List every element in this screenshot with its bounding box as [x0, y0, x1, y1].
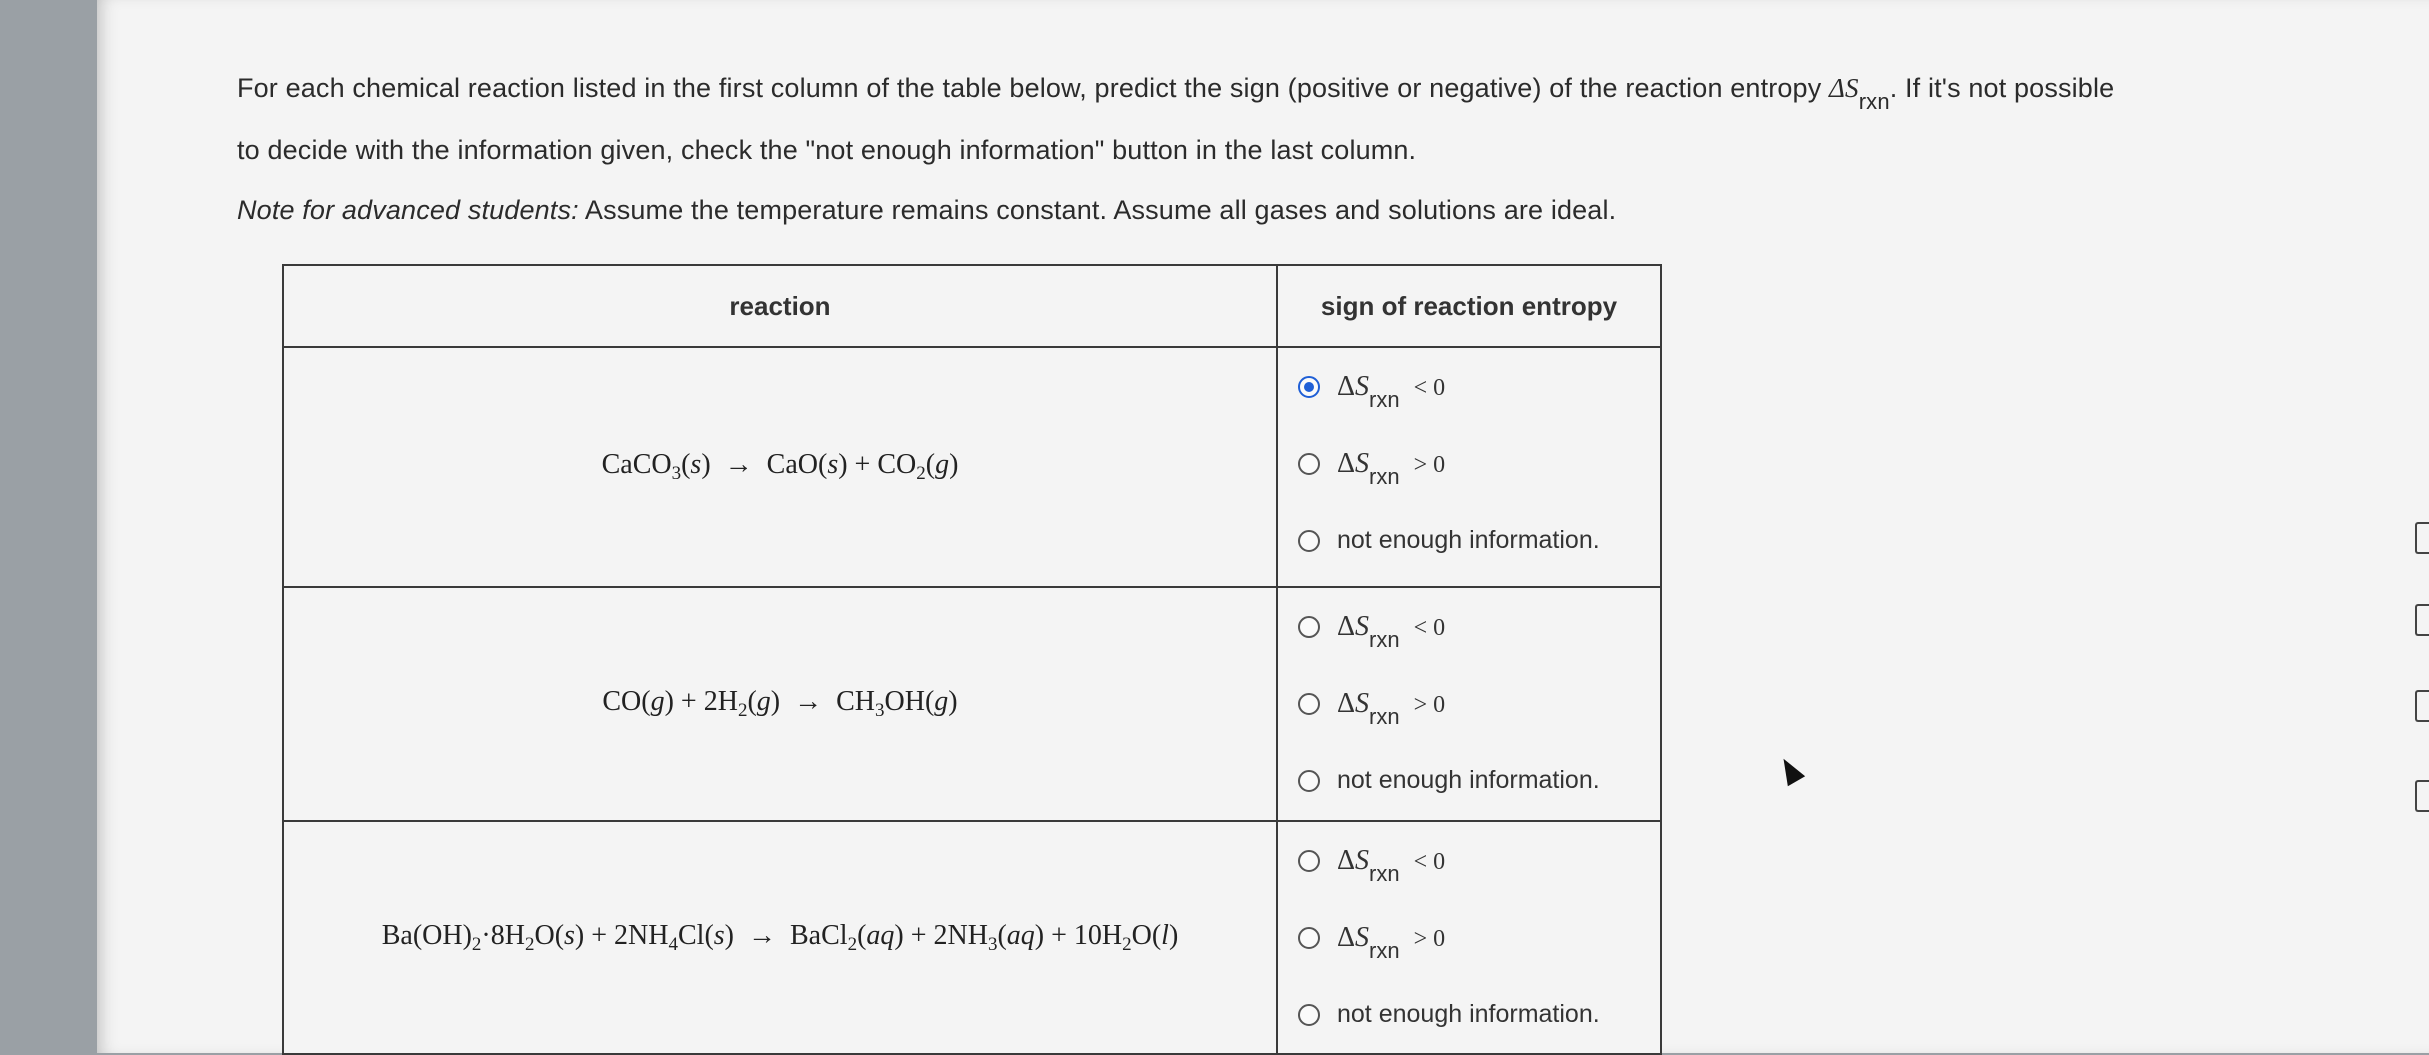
note-label: Note for advanced students: — [237, 195, 579, 225]
radio-gt-row-1[interactable] — [1298, 453, 1320, 475]
table-row — [283, 587, 1661, 821]
radio-lt-row-1[interactable] — [1298, 376, 1320, 398]
side-tool-icon[interactable] — [2415, 780, 2429, 812]
side-tool-icon[interactable] — [2415, 522, 2429, 554]
option-not-enough-row-2[interactable]: not enough information. — [1298, 742, 1660, 819]
options-row-3 — [1277, 821, 1661, 1054]
reaction-caco3: CaCO$_3$(s) → $CaO(s) + CO_2(g)$ — [283, 347, 1277, 587]
header-reaction: reaction — [283, 265, 1277, 347]
page-surface — [97, 0, 2429, 1053]
options-row-1 — [1277, 347, 1661, 587]
instructions — [237, 58, 2429, 240]
side-tool-icon[interactable] — [2415, 604, 2429, 636]
side-tool-icon[interactable] — [2415, 690, 2429, 722]
option-gt-row-3[interactable]: $\Delta S_{rxn} > 0$ — [1298, 899, 1660, 976]
table-row — [283, 347, 1661, 587]
instruction-line-2: to decide with the information given, check the "not enough information" button in the last column. — [237, 135, 1417, 165]
instruction-line-1: For each chemical reaction listed in the first column of the table below, predict the sign (positive or negative) of the reaction entropy $\Delta S_{rxn}$. If it's not possible — [237, 73, 2115, 114]
radio-not-enough-row-2[interactable] — [1298, 770, 1320, 792]
radio-gt-row-3[interactable] — [1298, 927, 1320, 949]
option-not-enough-row-1[interactable]: not enough information. — [1298, 502, 1660, 579]
options-row-2 — [1277, 587, 1661, 821]
option-gt-row-1[interactable]: $\Delta S_{rxn} > 0$ — [1298, 425, 1660, 502]
delta-s-symbol: $\Delta S_{rxn}$ — [1829, 73, 1890, 114]
option-lt-row-3[interactable]: $\Delta S_{rxn} < 0$ — [1298, 822, 1660, 899]
option-gt-row-2[interactable]: $\Delta S_{rxn} > 0$ — [1298, 665, 1660, 742]
table-row — [283, 821, 1661, 1054]
note-text: Assume the temperature remains constant. Assume all gases and solutions are ideal. — [578, 195, 1617, 225]
advanced-note — [237, 180, 2429, 240]
radio-not-enough-row-3[interactable] — [1298, 1004, 1320, 1026]
option-not-enough-row-3[interactable]: not enough information. — [1298, 976, 1660, 1053]
radio-lt-row-3[interactable] — [1298, 850, 1320, 872]
option-lt-row-2[interactable]: $\Delta S_{rxn} < 0$ — [1298, 588, 1660, 665]
mouse-cursor-icon — [1775, 754, 1805, 787]
header-sign: sign of reaction entropy — [1277, 265, 1661, 347]
reaction-co-h2: $CO(g) + 2H_2(g) \to CH_3OH(g)$ — [283, 587, 1277, 821]
reaction-baoh2: $Ba(OH)_2\cdot 8H_2O(s) + 2NH_4Cl(s)$ → BaCl$_2$(aq) + $2NH_3(aq) + 10H_2O(l)$ — [283, 821, 1277, 1054]
radio-not-enough-row-1[interactable] — [1298, 530, 1320, 552]
option-lt-row-1[interactable]: $\Delta S_{rxn} < 0$ — [1298, 348, 1660, 425]
radio-gt-row-2[interactable] — [1298, 693, 1320, 715]
radio-lt-row-2[interactable] — [1298, 616, 1320, 638]
reaction-table — [282, 264, 1662, 1055]
